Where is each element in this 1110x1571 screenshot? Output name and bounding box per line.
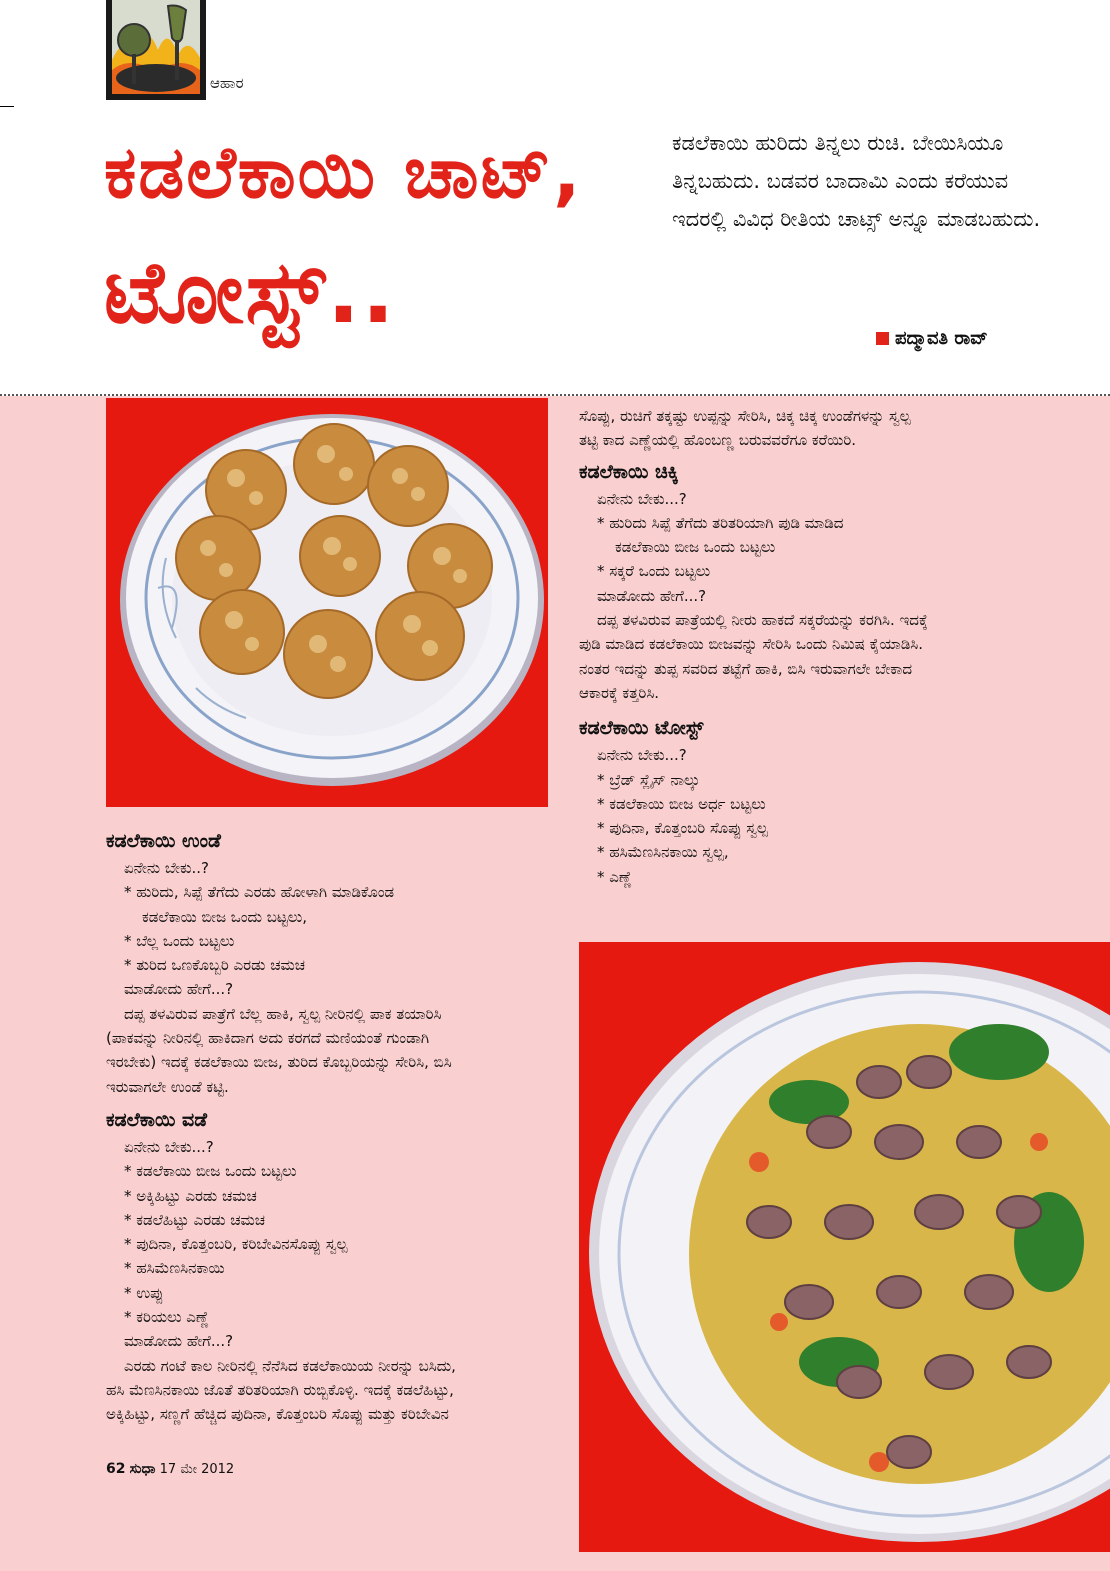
ingredient-item: * ಪುದಿನಾ, ಕೊತ್ತಂಬರಿ ಸೊಪ್ಪು ಸ್ವಲ್ಪ xyxy=(597,819,768,838)
ingredient-item: * ಎಣ್ಣೆ xyxy=(597,867,632,886)
issue-date: 17 ಮೇ 2012 xyxy=(159,1462,235,1477)
method-line: (ಪಾಕವನ್ನು ನೀರಿನಲ್ಲಿ ಹಾಕಿದಾಗ ಅದು ಕರಗದೆ ಮಣಿಯಂತೆ ಗುಂಡಾಗಿ xyxy=(106,1029,430,1048)
unde-heading: ಕಡಲೆಕಾಯಿ ಉಂಡೆ xyxy=(106,830,221,852)
ingredient-item: * ಹಸಿಮೆಣಸಿನಕಾಯಿ xyxy=(124,1259,225,1278)
ingredient-item: ಕಡಲೆಕಾಯಿ ಬೀಜ ಒಂದು ಬಟ್ಟಲು xyxy=(615,538,776,557)
page-footer xyxy=(106,1461,234,1477)
method-line: ಇರುವಾಗಲೇ ಉಂಡೆ ಕಟ್ಟಿ. xyxy=(106,1077,229,1096)
article-title-line1: ಕಡಲೆಕಾಯಿ ಚಾಟ್, xyxy=(104,130,583,214)
method-line: ಹಸಿ ಮೆಣಸಿನಕಾಯಿ ಜೊತೆ ತರಿತರಿಯಾಗಿ ರುಬ್ಬಿಕೊಳ್ಳಿ. ಇದಕ್ಕೆ ಕಡಲೆಹಿಟ್ಟು, xyxy=(106,1380,454,1399)
method-line: ಇರಬೇಕು) ಇದಕ್ಕೆ ಕಡಲೆಕಾಯಿ ಬೀಜ, ತುರಿದ ಕೊಬ್ಬರಿಯನ್ನು ಸೇರಿಸಿ, ಬಿಸಿ xyxy=(106,1053,452,1072)
method-line: ದಪ್ಪ ತಳವಿರುವ ಪಾತ್ರೆಗೆ ಬೆಲ್ಲ ಹಾಕಿ, ಸ್ವಲ್ಪ ನೀರಿನಲ್ಲಿ ಪಾಕ ತಯಾರಿಸಿ xyxy=(124,1004,442,1023)
author-name: ಪದ್ಮಾವತಿ ರಾವ್ xyxy=(895,328,988,349)
ingredients-label: ಏನೇನು ಬೇಕು...? xyxy=(124,1137,214,1156)
ingredient-item: * ಕಡಲೆಹಿಟ್ಟು ಎರಡು ಚಮಚ xyxy=(124,1210,266,1229)
method-label: ಮಾಡೋದು ಹೇಗೆ...? xyxy=(597,586,707,605)
continued-text-line: ತಟ್ಟಿ ಕಾದ ಎಣ್ಣೆಯಲ್ಲಿ ಹೊಂಬಣ್ಣ ಬರುವವರೆಗೂ ಕರೆಯಿರಿ. xyxy=(579,431,857,450)
method-line: ಪುಡಿ ಮಾಡಿದ ಕಡಲೆಕಾಯಿ ಬೀಜವನ್ನು ಸೇರಿಸಿ ಒಂದು ನಿಮಿಷ ಕೈಯಾಡಿಸಿ. xyxy=(579,635,924,654)
ingredient-item: * ಹಸಿಮೆಣಸಿನಕಾಯಿ ಸ್ವಲ್ಪ, xyxy=(597,843,729,862)
ingredients-label: ಏನೇನು ಬೇಕು..? xyxy=(124,859,209,877)
ingredient-item: * ಹುರಿದು ಸಿಪ್ಪೆ ತೆಗೆದು ತರಿತರಿಯಾಗಿ ಪುಡಿ ಮಾಡಿದ xyxy=(597,513,844,532)
red-square-icon xyxy=(876,332,889,345)
ingredient-item: * ಬೆಲ್ಲ ಒಂದು ಬಟ್ಟಲು xyxy=(124,931,235,950)
section-label: ಆಹಾರ xyxy=(210,74,244,92)
peanut-laddu-photo xyxy=(106,398,548,807)
dotted-divider xyxy=(0,394,1110,396)
method-label: ಮಾಡೋದು ಹೇಗೆ...? xyxy=(124,980,234,999)
section-logo-icon xyxy=(106,0,206,100)
method-line: ಆಕಾರಕ್ಕೆ ಕತ್ತರಿಸಿ. xyxy=(579,683,660,702)
ingredient-item: * ಕರಿಯಲು ಎಣ್ಣೆ xyxy=(124,1308,209,1327)
left-text-column xyxy=(106,822,546,1427)
ingredient-item: * ಕಡಲೆಕಾಯಿ ಬೀಜ ಅರ್ಧ ಬಟ್ಟಲು xyxy=(597,794,766,813)
article-title-line2: ಟೋಸ್ಟ್.. xyxy=(104,243,397,343)
continued-text-line: ಸೊಪ್ಪು, ರುಚಿಗೆ ತಕ್ಕಷ್ಟು ಉಪ್ಪನ್ನು ಸೇರಿಸಿ, ಚಿಕ್ಕ ಚಿಕ್ಕ ಉಂಡೆಗಳನ್ನು ಸ್ವಲ್ಪ xyxy=(579,407,911,425)
peanut-chaat-photo xyxy=(579,942,1110,1552)
method-line: ದಪ್ಪ ತಳವಿರುವ ಪಾತ್ರೆಯಲ್ಲಿ ನೀರು ಹಾಕದೆ ಸಕ್ಕರೆಯನ್ನು ಕರಗಿಸಿ. ಇದಕ್ಕೆ xyxy=(597,611,928,630)
right-text-column xyxy=(579,404,1034,889)
ingredient-item: * ಉಪ್ಪು xyxy=(124,1283,164,1302)
ingredient-item: ಕಡಲೆಕಾಯಿ ಬೀಜ ಒಂದು ಬಟ್ಟಲು, xyxy=(142,907,308,926)
method-line: ನಂತರ ಇದನ್ನು ತುಪ್ಪ ಸವರಿದ ತಟ್ಟೆಗೆ ಹಾಕಿ, ಬಿಸಿ ಇರುವಾಗಲೇ ಬೇಕಾದ xyxy=(579,659,913,678)
ingredients-label: ಏನೇನು ಬೇಕು...? xyxy=(597,489,687,508)
toast-heading: ಕಡಲೆಕಾಯಿ ಟೋಸ್ಟ್ xyxy=(579,717,704,740)
ingredient-item: * ಬ್ರೆಡ್ ಸ್ಲೈಸ್ ನಾಲ್ಕು xyxy=(597,770,700,789)
intro-paragraph: ಕಡಲೆಕಾಯಿ ಹುರಿದು ತಿನ್ನಲು ರುಚಿ. ಬೇಯಿಸಿಯೂ ತಿನ್ನಬಹುದು. ಬಡವರ ಬಾದಾಮಿ ಎಂದು ಕರೆಯುವ ಇದರಲ್ಲಿ ವಿವಿಧ ರೀತಿಯ ಚಾಟ್ಸ್ ಅನ್ನೂ ಮಾಡಬಹುದು. xyxy=(672,131,1041,231)
ingredient-item: * ಪುದಿನಾ, ಕೊತ್ತಂಬರಿ, ಕರಿಬೇವಿನಸೊಪ್ಪು ಸ್ವಲ್ಪ xyxy=(124,1235,348,1254)
crop-mark-top-left xyxy=(0,106,14,107)
ingredients-label: ಏನೇನು ಬೇಕು...? xyxy=(597,746,687,765)
magazine-name: ಸುಧಾ xyxy=(129,1461,156,1477)
chikki-heading: ಕಡಲೆಕಾಯಿ ಚಿಕ್ಕಿ xyxy=(579,460,679,483)
ingredient-item: * ಸಕ್ಕರೆ ಒಂದು ಬಟ್ಟಲು xyxy=(597,562,711,581)
page-number: 62 xyxy=(106,1461,126,1477)
vade-heading: ಕಡಲೆಕಾಯಿ ವಡೆ xyxy=(106,1108,208,1131)
author-byline xyxy=(876,328,988,349)
ingredient-item: * ತುರಿದ ಒಣಕೊಬ್ಬರಿ ಎರಡು ಚಮಚ xyxy=(124,956,305,975)
ingredient-item: * ಕಡಲೆಕಾಯಿ ಬೀಜ ಒಂದು ಬಟ್ಟಲು xyxy=(124,1162,297,1181)
ingredient-item: * ಹುರಿದು, ಸಿಪ್ಪೆ ತೆಗೆದು ಎರಡು ಹೋಳಾಗಿ ಮಾಡಿಕೊಂಡ xyxy=(124,883,395,902)
method-line: ಎರಡು ಗಂಟೆ ಕಾಲ ನೀರಿನಲ್ಲಿ ನೆನೆಸಿದ ಕಡಲೆಕಾಯಿಯ ನೀರನ್ನು ಬಸಿದು, xyxy=(124,1356,456,1375)
method-line: ಅಕ್ಕಿಹಿಟ್ಟು, ಸಣ್ಣಗೆ ಹೆಚ್ಚಿದ ಪುದಿನಾ, ಕೊತ್ತಂಬರಿ ಸೊಪ್ಪು ಮತ್ತು ಕರಿಬೇವಿನ xyxy=(106,1405,449,1424)
method-label: ಮಾಡೋದು ಹೇಗೆ...? xyxy=(124,1332,234,1351)
ingredient-item: * ಅಕ್ಕಿಹಿಟ್ಟು ಎರಡು ಚಮಚ xyxy=(124,1186,257,1205)
